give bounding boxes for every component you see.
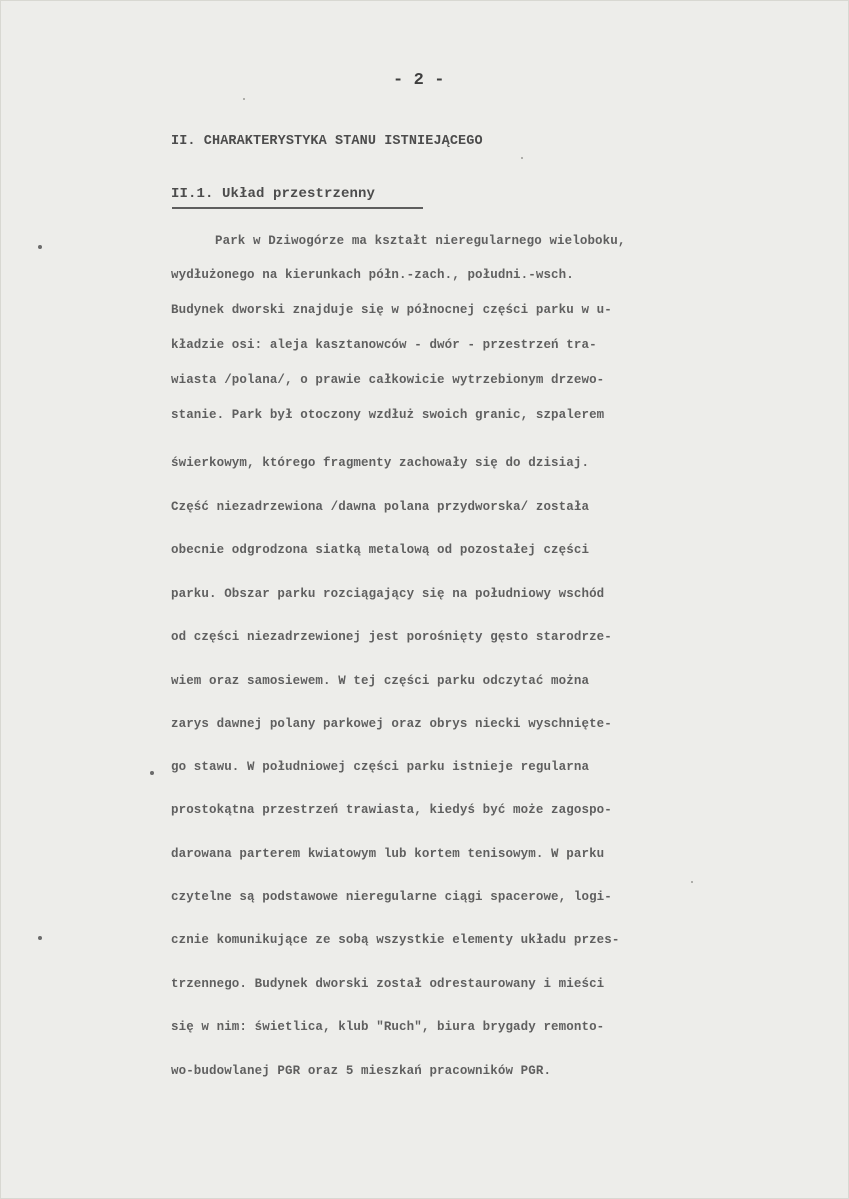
body-line-18: cznie komunikujące ze sobą wszystkie elementy układu przes- <box>171 933 620 947</box>
body-line-16: darowana parterem kwiatowym lub kortem tenisowym. W parku <box>171 847 605 861</box>
body-line-12: wiem oraz samosiewem. W tej części parku odczytać można <box>171 674 590 688</box>
body-line-19: trzennego. Budynek dworski został odrestaurowany i mieści <box>171 977 605 991</box>
body-line-20: się w nim: świetlica, klub "Ruch", biura brygady remonto- <box>171 1020 605 1034</box>
body-line-5: wiasta /polana/, o prawie całkowicie wytrzebionym drzewo- <box>171 373 605 387</box>
binding-hole-mark-1 <box>38 245 42 249</box>
paper-speck <box>243 98 245 100</box>
body-line-13: zarys dawnej polany parkowej oraz obrys niecki wyschnięte- <box>171 717 612 731</box>
body-line-8: Część niezadrzewiona /dawna polana przydworska/ została <box>171 500 590 514</box>
body-line-1: Park w Dziwogórze ma kształt nieregularnego wieloboku, <box>215 234 626 248</box>
margin-dot <box>150 771 154 775</box>
body-line-4: kładzie osi: aleja kasztanowców - dwór - przestrzeń tra- <box>171 338 597 352</box>
subsection-heading: II.1. Układ przestrzenny <box>171 186 376 202</box>
body-line-2: wydłużonego na kierunkach półn.-zach., południ.-wsch. <box>171 268 574 282</box>
section-heading: II. CHARAKTERYSTYKA STANU ISTNIEJĄCEGO <box>171 134 483 149</box>
page-number: - 2 - <box>393 71 445 90</box>
binding-hole-mark-2 <box>38 936 42 940</box>
body-line-6: stanie. Park był otoczony wzdłuż swoich granic, szpalerem <box>171 408 605 422</box>
body-line-14: go stawu. W południowej części parku istnieje regularna <box>171 760 590 774</box>
paper-speck <box>521 157 523 159</box>
body-line-10: parku. Obszar parku rozciągający się na południowy wschód <box>171 587 605 601</box>
body-line-9: obecnie odgrodzona siatką metalową od pozostałej części <box>171 543 590 557</box>
body-line-11: od części niezadrzewionej jest porośnięty gęsto starodrze- <box>171 630 612 644</box>
body-line-3: Budynek dworski znajduje się w północnej części parku w u- <box>171 303 612 317</box>
body-line-7: świerkowym, którego fragmenty zachowały się do dzisiaj. <box>171 456 590 470</box>
body-line-17: czytelne są podstawowe nieregularne ciągi spacerowe, logi- <box>171 890 612 904</box>
body-line-21: wo-budowlanej PGR oraz 5 mieszkań pracowników PGR. <box>171 1064 552 1078</box>
subsection-underline <box>172 207 423 209</box>
paper-speck <box>691 881 693 883</box>
body-line-15: prostokątna przestrzeń trawiasta, kiedyś być może zagospo- <box>171 803 612 817</box>
